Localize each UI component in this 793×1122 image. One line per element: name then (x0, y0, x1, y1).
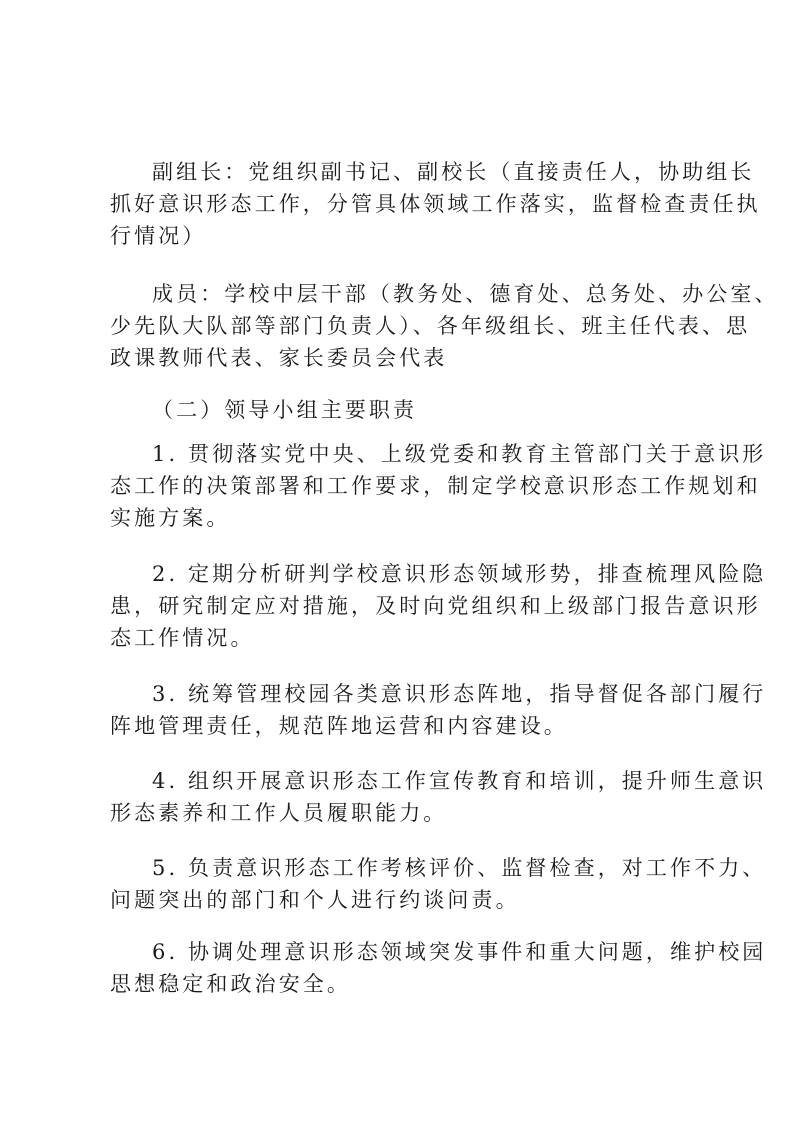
duty-item-1 (110, 438, 767, 534)
text-line: 抓好意识形态工作，分管具体领域工作落实，监督检查责任执 (110, 192, 761, 216)
section-heading (110, 394, 690, 426)
text-line: 态工作情况。 (110, 626, 255, 650)
text-line: 少先队大队部等部门负责人）、各年级组长、班主任代表、思 (110, 314, 751, 338)
text-line: 政课教师代表、家长委员会代表 (110, 346, 448, 370)
duty-item-6 (110, 936, 767, 1000)
text-line: 4. 组织开展意识形态工作宣传教育和培训，提升师生意识 (152, 769, 767, 793)
paragraph-members (110, 278, 779, 374)
text-line: 患，研究制定应对措施，及时向党组织和上级部门报告意识形 (110, 594, 761, 618)
text-line: 成员：学校中层干部（教务处、德育处、总务处、办公室、 (152, 282, 779, 306)
text-line: 形态素养和工作人员履职能力。 (110, 801, 448, 825)
text-line: 2. 定期分析研判学校意识形态领域形势，排查梳理风险隐 (152, 562, 767, 586)
section-heading-text: （二）领导小组主要职责 (152, 398, 418, 422)
text-line: 阵地管理责任，规范阵地运营和内容建设。 (110, 714, 568, 738)
duty-item-5 (110, 852, 767, 916)
text-line: 副组长：党组织副书记、副校长（直接责任人，协助组长 (152, 160, 755, 184)
text-line: 5. 负责意识形态工作考核评价、监督检查，对工作不力、 (152, 856, 767, 880)
text-line: 6. 协调处理意识形态领域突发事件和重大问题，维护校园 (152, 940, 767, 964)
text-line: 问题突出的部门和个人进行约谈问责。 (110, 888, 520, 912)
text-line: 思想稳定和政治安全。 (110, 972, 351, 996)
text-line: 1. 贯彻落实党中央、上级党委和教育主管部门关于意识形 (152, 442, 767, 466)
duty-item-3 (110, 678, 767, 742)
text-line: 态工作的决策部署和工作要求，制定学校意识形态工作规划和 (110, 474, 761, 498)
text-line: 行情况） (110, 224, 207, 248)
text-line: 实施方案。 (110, 506, 231, 530)
duty-item-2 (110, 558, 767, 654)
paragraph-deputy-leader (110, 156, 761, 252)
text-line: 3. 统筹管理校园各类意识形态阵地，指导督促各部门履行 (152, 682, 767, 706)
duty-item-4 (110, 765, 767, 829)
